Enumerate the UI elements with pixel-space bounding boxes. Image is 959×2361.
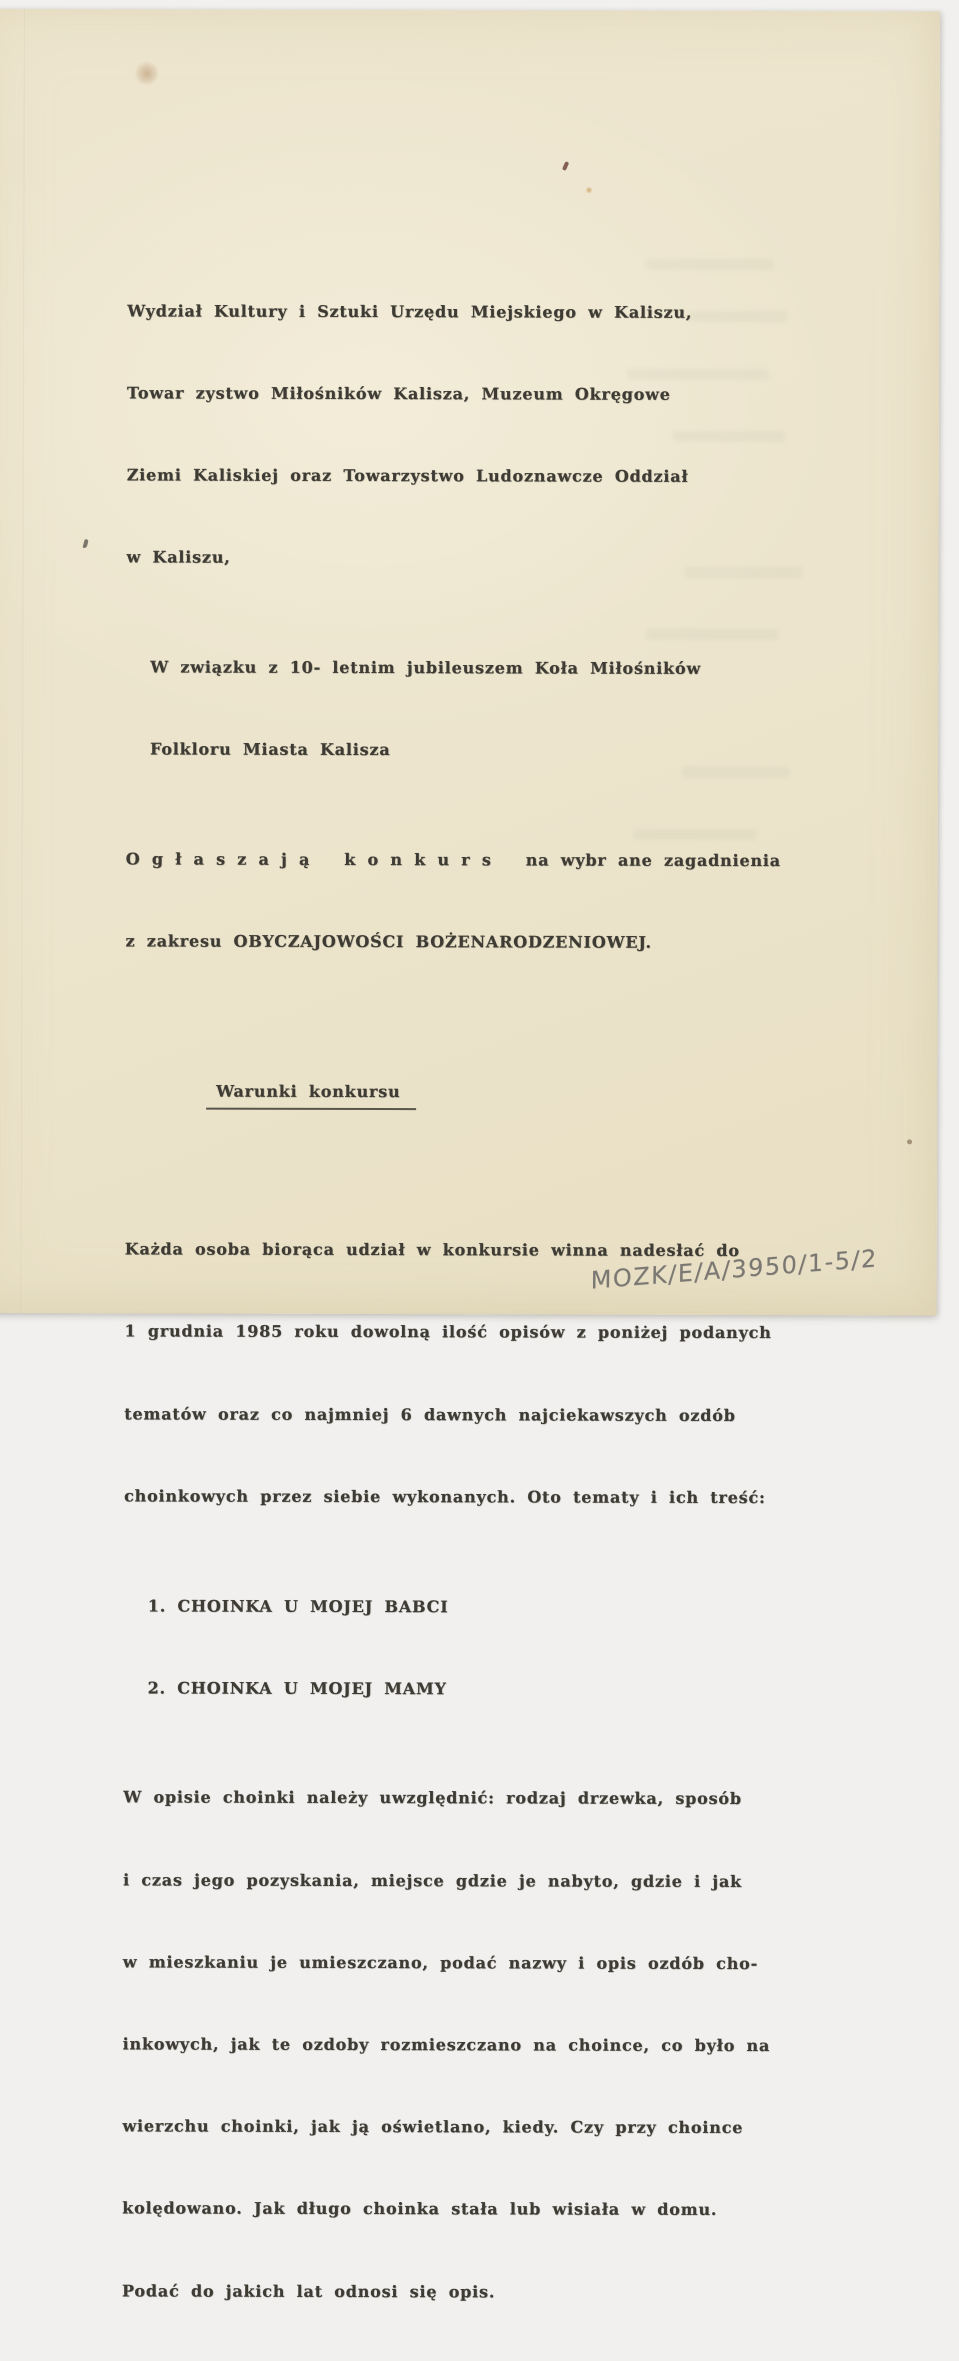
text-line: Folkloru Miasta Kalisza — [150, 739, 391, 760]
list-item: 2. CHOINKA U MOJEJ MAMY — [147, 1678, 447, 1698]
text-line: z zakresu OBYCZAJOWOŚCI BOŻENARODZENIOWEJ. — [125, 931, 652, 952]
text-line: inkowych, jak te ozdoby rozmieszczano na choince, co było na — [122, 2034, 771, 2056]
stain-speck — [586, 187, 593, 194]
ink-speck — [83, 539, 89, 549]
text-line: wierzchu choinki, jak ją oświetlano, kiedy. Czy przy choince — [122, 2116, 744, 2138]
text-line: Wydział Kultury i Sztuki Urzędu Miejskiego w Kaliszu, — [127, 301, 693, 322]
text-line: Każda osoba biorąca udział w konkursie winna nadesłać do — [124, 1239, 740, 1261]
stain-mark — [136, 61, 158, 85]
text-line: w mieszkaniu je umieszczano, podać nazwy i opis ozdób cho- — [122, 1952, 759, 1973]
text-line: Ziemi Kaliskiej oraz Towarzystwo Ludoznawcze Oddział — [126, 465, 689, 487]
text-line: W związku z 10- letnim jubileuszem Koła Miłośników — [150, 657, 702, 678]
text-line: w Kaliszu, — [126, 547, 231, 568]
text-line: W opisie choinki należy uwzględnić: rodzaj drzewka, sposób — [123, 1787, 742, 1809]
archive-number-annotation: MOZK/E/A/3950/1-5/2 — [590, 1244, 878, 1295]
text-line: Podać do jakich lat odnosi się opis. — [122, 2281, 496, 2301]
section-heading: Warunki konkursu — [206, 1078, 416, 1110]
section-heading-row — [125, 1050, 805, 1138]
paper-sheet — [0, 9, 940, 2301]
text-line: choinkowych przez siebie wykonanych. Oto tematy i ich treść: — [124, 1486, 766, 1507]
stain-speck — [907, 1139, 912, 1144]
list-item: 1. CHOINKA U MOJEJ BABCI — [147, 1595, 449, 1616]
text-line: kolędowano. Jak długo choinka stała lub wisiała w domu. — [122, 2198, 718, 2220]
text-line: Towar zystwo Miłośników Kalisza, Muzeum Okręgowe — [126, 383, 671, 404]
paper-crease — [21, 9, 26, 1313]
text-line: 1 grudnia 1985 roku dowolną ilość opisów z poniżej podanych — [124, 1321, 772, 1343]
text-line: tematów oraz co najmniej 6 dawnych najciekawszych ozdób — [124, 1404, 736, 1425]
ink-speck — [562, 161, 569, 171]
text-line: i czas jego pozyskania, miejsce gdzie je nabyto, gdzie i jak — [123, 1869, 743, 1891]
typewritten-text — [122, 242, 808, 2361]
text-line: O g ł a s z a j ą k o n k u r s na wybr ane zagadnienia — [125, 849, 781, 871]
